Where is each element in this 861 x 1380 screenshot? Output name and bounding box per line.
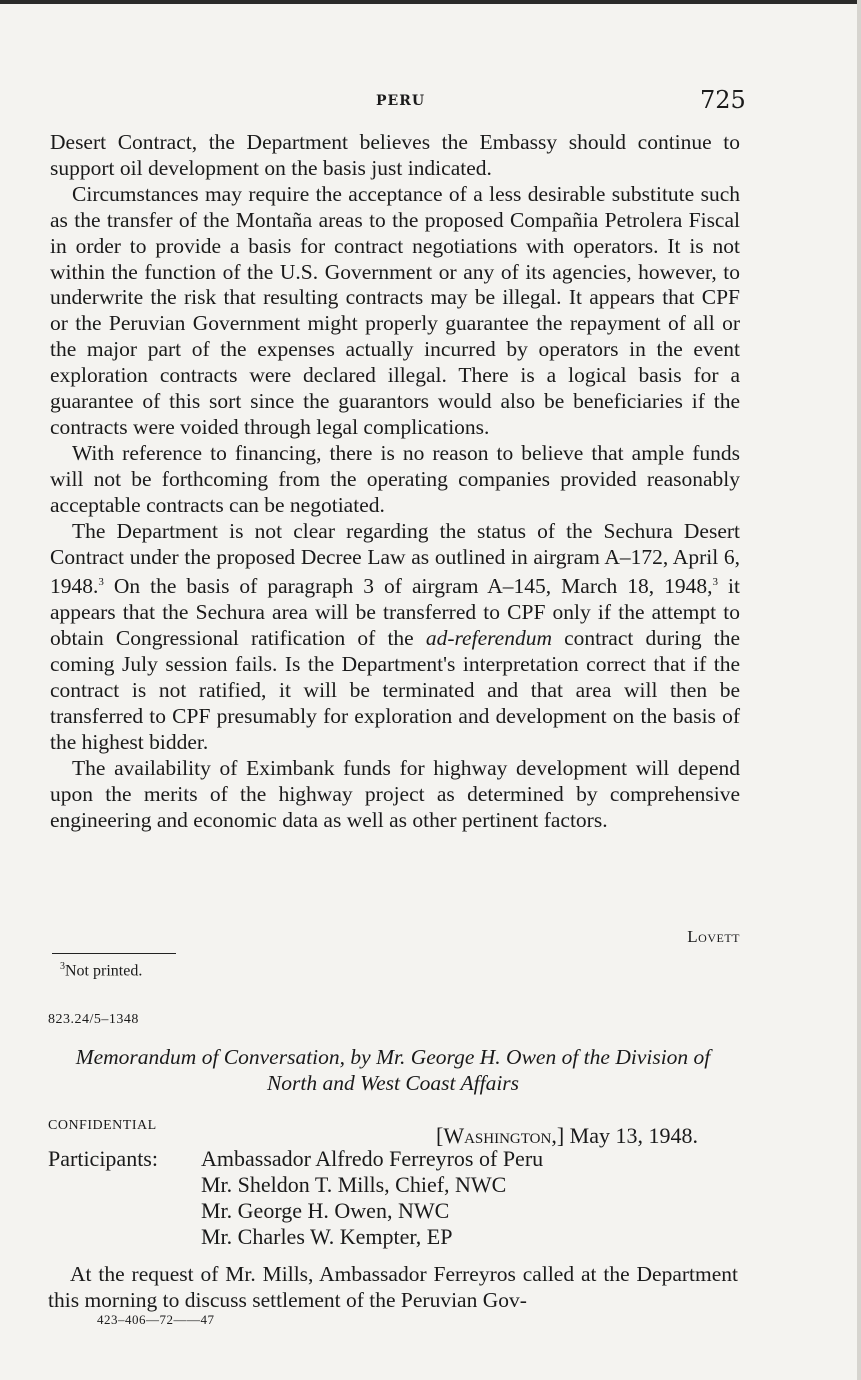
body-text <box>50 130 740 834</box>
paragraph-text: it appears that the Sechura area will be transferred to CPF only if the attempt to obtain Congressional ratification of the <box>50 574 740 651</box>
footnote-text: Not printed. <box>65 962 143 980</box>
italic-term: ad-referendum <box>425 626 553 651</box>
dateline-date: May 13, 1948. <box>569 1123 698 1148</box>
paragraph-text: contract during the coming July session fails. Is the Department's interpretation correct that if the contract is not ratified, it will be terminated and that area will then be transferred to CPF presumably for exploration and development on the basis of the highest bidder. <box>50 626 740 754</box>
classification: CONFIDENTIAL <box>48 1118 157 1133</box>
paragraph <box>50 519 740 756</box>
participant: Mr. Sheldon T. Mills, Chief, NWC <box>201 1172 507 1197</box>
footnote-mark: 3 <box>60 961 65 972</box>
paragraph: With reference to financing, there is no reason to believe that ample funds will not be forthcoming from the operating companies provided reasonably acceptable contracts can be negotiated. <box>50 440 740 517</box>
dateline: [Washington,] May 13, 1948. <box>436 1123 698 1148</box>
paragraph: Desert Contract, the Department believes the Embassy should continue to support oil development on the basis just indicated. <box>50 130 740 180</box>
memo-title: Memorandum of Conversation, by Mr. George H. Owen of the Division of North and West Coast Affairs <box>75 1045 711 1095</box>
closing-text <box>48 1261 738 1313</box>
footnote-mark: 3 <box>712 576 719 589</box>
paragraph: Circumstances may require the acceptance of a less desirable substitute such as the transfer of the Montaña areas to the proposed Compañia Petrolera Fiscal in order to provide a basis for contract negotiations with operators. It is not within the function of the U.S. Government or any of its agencies, however, to underwrite the risk that resulting contracts may be illegal. It appears that CPF or the Peruvian Government might properly guarantee the repayment of all or the major part of the expenses actually incurred by operators in the event exploration contracts were declared illegal. There is a logical basis for a guarantee of this sort since the guarantors would also be beneficiaries if the contracts were voided through legal complications. <box>50 181 740 439</box>
paragraph-text: The Department is not clear regarding the status of the Sechura Desert Contract under the proposed Decree Law as outlined in airgram A–172, April 6, 1948. <box>50 518 740 599</box>
printer-code: 423–406—72——47 <box>97 1312 215 1327</box>
running-head: PERU <box>376 93 426 109</box>
paragraph: At the request of Mr. Mills, Ambassador Ferreyros called at the Department this morning to discuss settlement of the Peruvian Gov- <box>48 1262 738 1312</box>
footnote-mark: 3 <box>98 576 104 589</box>
dateline-place: Washington, <box>443 1123 557 1148</box>
scan-top-edge <box>0 0 861 4</box>
footnote <box>60 961 142 980</box>
file-number: 823.24/5–1348 <box>48 1012 139 1027</box>
paragraph-text: On the basis of paragraph 3 of airgram A–145, March 18, 1948, <box>103 574 713 599</box>
participants-list <box>201 1146 543 1250</box>
participant: Ambassador Alfredo Ferreyros of Peru <box>201 1146 544 1171</box>
participant: Mr. George H. Owen, NWC <box>201 1198 450 1223</box>
participants-label: Participants: <box>48 1146 158 1171</box>
scan-right-edge <box>857 0 861 1380</box>
participant: Mr. Charles W. Kempter, EP <box>201 1224 453 1249</box>
paragraph: The availability of Eximbank funds for highway development will depend upon the merits of the highway project as determined by comprehensive engineering and economic data as well as other pertinent factors. <box>50 755 740 832</box>
page-number: 725 <box>700 86 746 114</box>
footnote-rule <box>52 953 176 954</box>
signoff: Lovett <box>687 927 740 946</box>
